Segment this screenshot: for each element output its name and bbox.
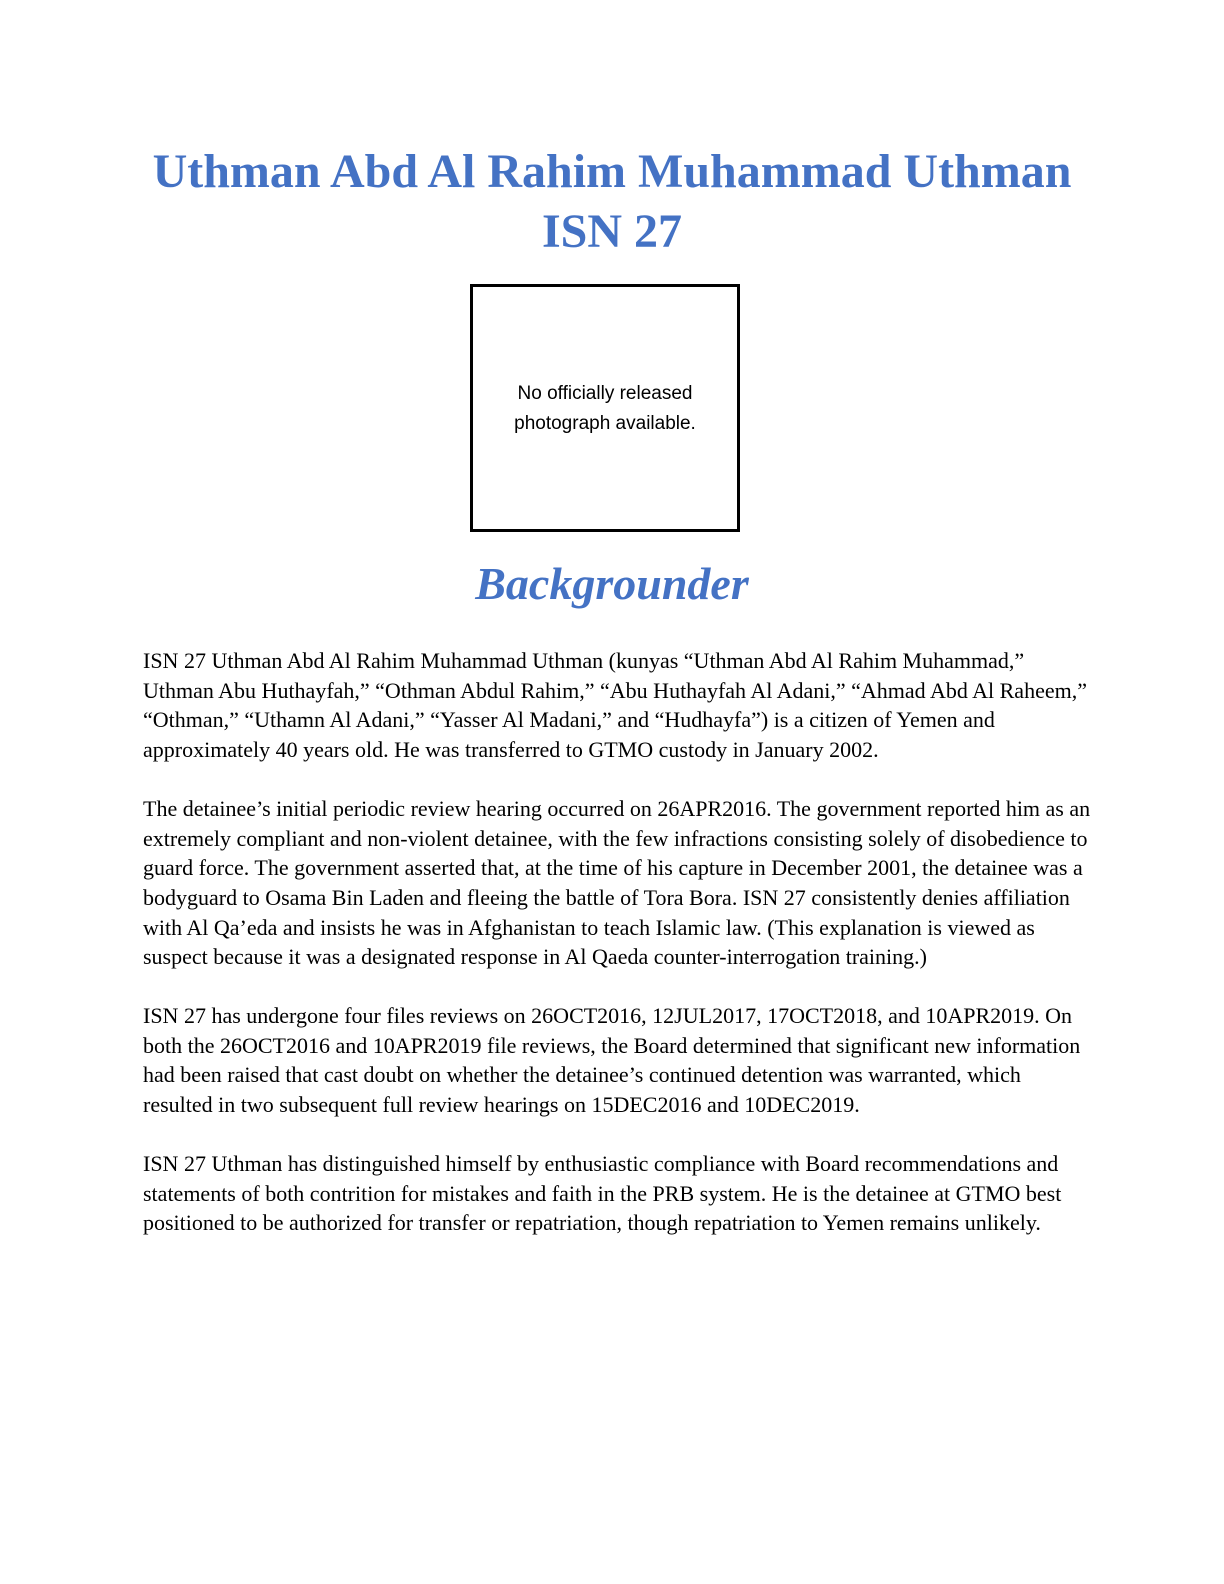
photo-placeholder-text: [473, 379, 737, 439]
photo-placeholder-box: [470, 284, 740, 532]
paragraph-identity: ISN 27 Uthman Abd Al Rahim Muhammad Uthman (kunyas “Uthman Abd Al Rahim Muhammad,” Uthman Abu Huthayfah,” “Othman Abdul Rahim,” “Abu Huthayfah Al Adani,” “Ahmad Abd Al Raheem,” “Othman,” “Uthamn Al Adani,” “Yasser Al Madani,” and “Hudhayfa”) is a citizen of Yemen and approximately 40 years old. He was transferred to GTMO custody in January 2002.: [143, 648, 1087, 763]
document-title: [100, 142, 1124, 262]
photo-placeholder-line-2: photograph available.: [514, 413, 696, 434]
body-text: [143, 646, 1093, 1267]
paragraph-file-reviews: ISN 27 has undergone four files reviews on 26OCT2016, 12JUL2017, 17OCT2018, and 10APR2019. On both the 26OCT2016 and 10APR2019 file reviews, the Board determined that significant new information had been raised that cast doubt on whether the detainee’s continued detention was warranted, which resulted in two subsequent full review hearings on 15DEC2016 and 10DEC2019.: [143, 1003, 1081, 1118]
photo-placeholder-line-1: No officially released: [517, 383, 693, 404]
title-isn: ISN 27: [541, 205, 683, 258]
title-name: Uthman Abd Al Rahim Muhammad Uthman: [152, 145, 1072, 198]
paragraph-compliance: ISN 27 Uthman has distinguished himself by enthusiastic compliance with Board recommendations and statements of both contrition for mistakes and faith in the PRB system. He is the detainee at GTMO best positioned to be authorized for transfer or repatriation, though repatriation to Yemen remains unlikely.: [143, 1150, 1062, 1236]
section-heading-backgrounder: Backgrounder: [475, 558, 749, 609]
paragraph-initial-review: The detainee’s initial periodic review hearing occurred on 26APR2016. The government reported him as an extremely compliant and non-violent detainee, with the few infractions consisting solely of disobedience to guard force. The government asserted that, at the time of his capture in December 2001, the detainee was a bodyguard to Osama Bin Laden and fleeing the battle of Tora Bora. ISN 27 consistently denies affiliation with Al Qa’eda and insists he was in Afghanistan to teach Islamic law. (This explanation is viewed as suspect because it was a designated response in Al Qaeda counter-interrogation training.): [143, 795, 1091, 970]
